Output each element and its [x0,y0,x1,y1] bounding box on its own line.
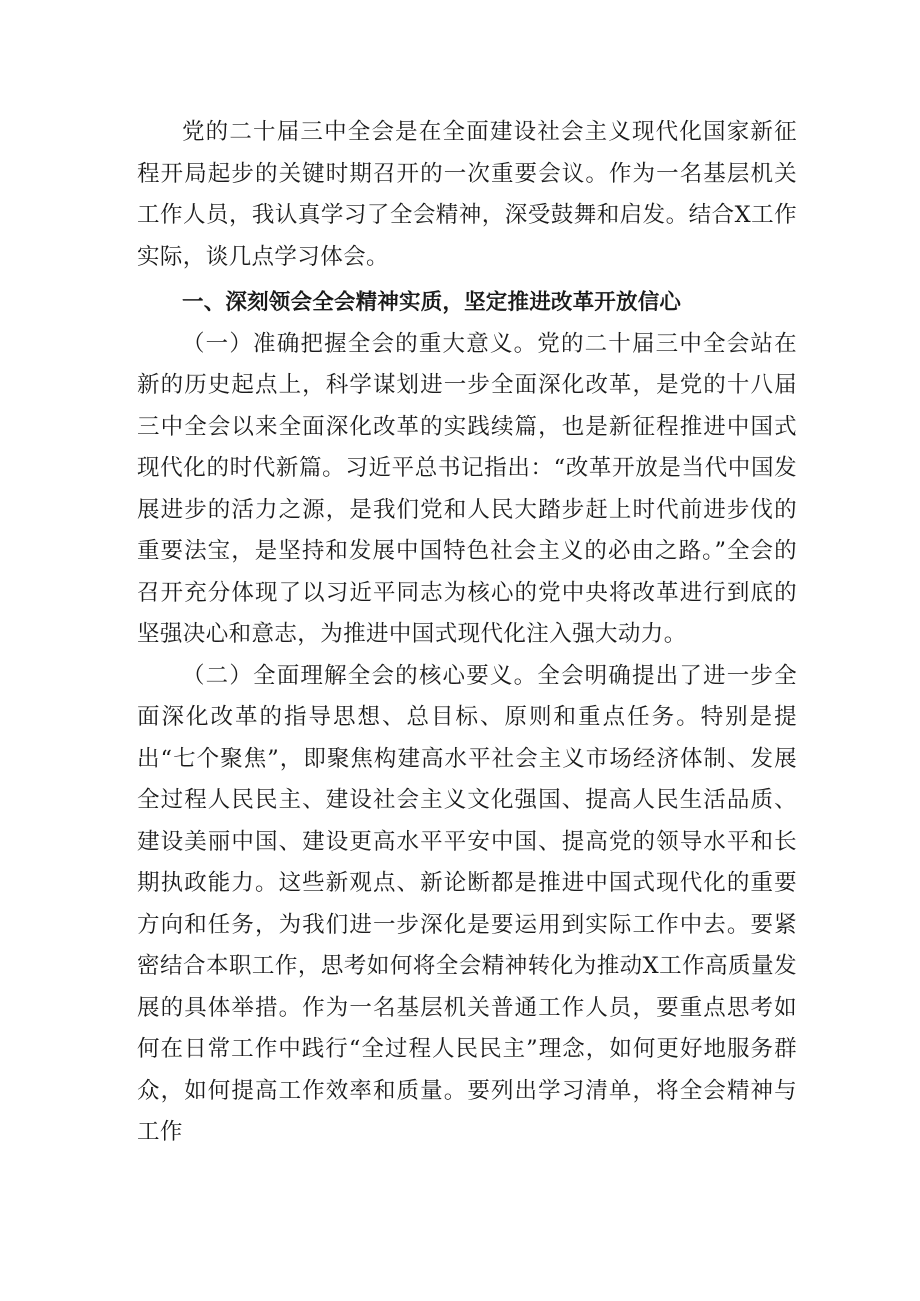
intro-paragraph: 党的二十届三中全会是在全面建设社会主义现代化国家新征程开局起步的关键时期召开的一次重要会议。作为一名基层机关工作人员，我认真学习了全会精神，深受鼓舞和启发。结合X工作实际，谈几点学习体会。 [137,119,797,270]
section-1-paragraph-2: （二）全面理解全会的核心要义。全会明确提出了进一步全面深化改革的指导思想、总目标、原则和重点任务。特别是提出“七个聚焦”，即聚焦构建高水平社会主义市场经济体制、发展全过程人民民主、建设社会主义文化强国、提高人民生活品质、建设美丽中国、建设更高水平平安中国、提高党的领导水平和长期执政能力。这些新观点、新论断都是推进中国式现代化的重要方向和任务，为我们进一步深化是要运用到实际工作中去。要紧密结合本职工作，思考如何将全会精神转化为推动X工作高质量发展的具体举措。作为一名基层机关普通工作人员，要重点思考如何在日常工作中践行“全过程人民民主”理念，如何更好地服务群众，如何提高工作效率和质量。要列出学习清单，将全会精神与工作 [137,662,797,1145]
section-1-heading: 一、深刻领会全会精神实质，坚定推进改革开放信心 [182,290,682,315]
section-1-paragraph-1: （一）准确把握全会的重大意义。党的二十届三中全会站在新的历史起点上，科学谋划进一步全面深化改革，是党的十八届三中全会以来全面深化改革的实践续篇，也是新征程推进中国式现代化的时代新篇。习近平总书记指出：“改革开放是当代中国发展进步的活力之源，是我们党和人民大踏步赶上时代前进步伐的重要法宝，是坚持和发展中国特色社会主义的必由之路。”全会的召开充分体现了以习近平同志为核心的党中央将改革进行到底的坚强决心和意志，为推进中国式现代化注入强大动力。 [137,330,797,647]
document-body [137,112,797,1154]
